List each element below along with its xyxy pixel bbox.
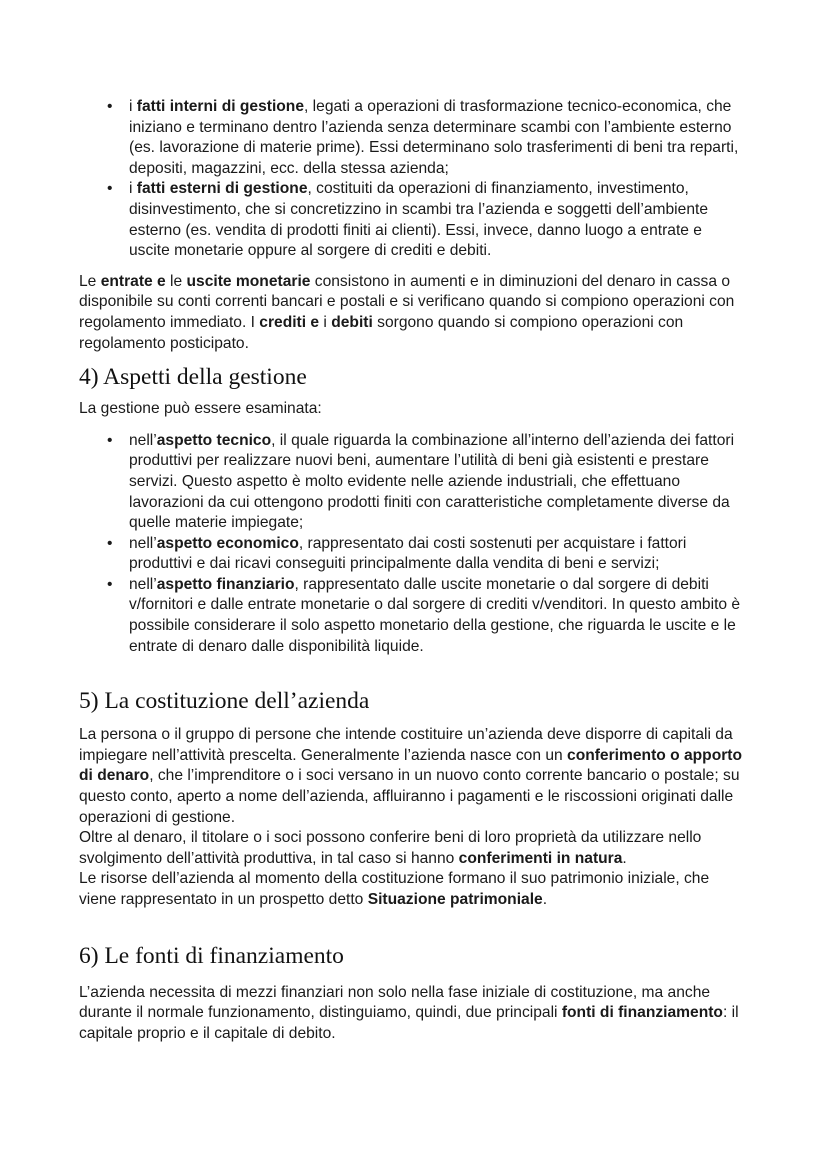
section-heading-costituzione: 5) La costituzione dell’azienda xyxy=(79,688,370,715)
paragraph-term: debiti xyxy=(331,313,373,331)
list-item-text: , il quale riguarda la combinazione all’interno dell’azienda dei fattori produttivi per realizzare nuovi beni, aumentare l’utilità di beni già esistenti e prestare servizi. Questo aspetto è molto evidente nelle aziende industriali, che effettuano lavorazioni da cui ottengono prodotti finiti con caratteristiche completamente diverse da quelle materie impiegate; xyxy=(129,431,735,532)
list-item-text: nell’ xyxy=(129,431,157,449)
list-item-text: i xyxy=(129,98,137,115)
paragraph-term: conferimento o apporto di denaro xyxy=(79,746,743,785)
bullet-glyph: • xyxy=(107,98,113,115)
aspetti-list xyxy=(79,431,744,658)
list-item-term: fatti interni di gestione xyxy=(136,98,305,115)
list-item-term: fatti esterni di gestione xyxy=(136,180,308,198)
paragraph-term: crediti e xyxy=(259,313,320,331)
list-item-term: aspetto economico xyxy=(156,534,299,552)
bullet-glyph: • xyxy=(107,575,113,593)
list-item-text: , rappresentato dai costi sostenuti per acquistare i fattori produttivi e dai ricavi conseguiti principalmente dalla vendita di beni e servizi; xyxy=(129,534,687,573)
paragraph-text: i xyxy=(319,313,332,331)
paragraph-fonti xyxy=(79,983,744,1045)
paragraph-term: entrate e xyxy=(100,272,166,290)
paragraph-term: fonti di finanziamento xyxy=(561,1004,723,1022)
paragraph-text: La persona o il gruppo di persone che intende costituire un’azienda deve disporre di capitali da impiegare nell’attività prescelta. Generalmente l’azienda nasce con un xyxy=(79,726,733,764)
paragraph-text: : il capitale proprio e il capitale di debito. xyxy=(79,1004,739,1042)
list-item-text: , costituiti da operazioni di finanziamento, investimento, disinvestimento, che si concretizzino in scambi tra l’azienda e soggetti dell’ambiente esterno (es. vendita di prodotti finiti ai clienti). Essi, invece, danno luogo a entrate e uscite monetarie oppure al sorgere di crediti e debiti. xyxy=(129,180,708,260)
list-item-aspetto-finanziario xyxy=(79,575,744,657)
bullet-glyph: • xyxy=(107,180,113,198)
paragraph-text: , che l’imprenditore o i soci versano in un nuovo conto corrente bancario o postale; su questo conto, aperto a nome dell’azienda, affluiranno i pagamenti e le riscossioni originati dalle operazioni di gestione. xyxy=(79,767,740,826)
paragraph-term: uscite monetarie xyxy=(186,272,311,290)
bullet-glyph: • xyxy=(107,534,113,552)
section-heading-fonti-finanziamento: 6) Le fonti di finanziamento xyxy=(79,942,344,969)
paragraph-text: . xyxy=(622,849,627,867)
paragraph-text: le xyxy=(165,272,187,290)
bullet-glyph: • xyxy=(107,431,113,449)
list-item-fatti-interni xyxy=(79,97,744,179)
paragraph-text: . xyxy=(542,891,548,908)
paragraph-text: Oltre al denaro, il titolare o i soci possono conferire beni di loro proprietà da utilizzare nello svolgimento dell’attività produttiva, in tal caso si hanno xyxy=(79,829,702,867)
list-item-text: , legati a operazioni di trasformazione tecnico-economica, che iniziano e terminano dentro l’azienda senza determinare scambi con l’ambiente esterno (es. lavorazione di materie prime). Essi determinano solo trasferimenti di beni tra reparti, depositi, magazzini, ecc. della stessa azienda; xyxy=(129,98,739,177)
paragraph-text: Le risorse dell’azienda al momento della costituzione formano il suo patrimonio iniziale, che viene rappresentato in un prospetto detto xyxy=(79,870,710,908)
list-item-aspetto-economico xyxy=(79,534,744,575)
paragraph-costituzione xyxy=(79,725,744,910)
list-item-fatti-esterni xyxy=(79,179,744,261)
gestione-facts-list xyxy=(79,97,744,262)
list-item-text: nell’ xyxy=(129,575,157,593)
list-item-text: , rappresentato dalle uscite monetarie o dal sorgere di debiti v/fornitori e dalle entrate monetarie o dal sorgere di crediti v/venditori. In questo ambito è possibile considerare il solo aspetto monetario della gestione, che riguarda le uscite e le entrate di denaro dalle disponibilità liquide. xyxy=(129,575,741,655)
paragraph-text: L’azienda necessita di mezzi finanziari non solo nella fase iniziale di costituzione, ma anche durante il normale funzionamento, distinguiamo, quindi, due principali xyxy=(79,983,711,1022)
paragraph-text: Le xyxy=(79,272,101,290)
section-heading-aspetti-gestione: 4) Aspetti della gestione xyxy=(79,364,307,391)
page-content xyxy=(79,97,744,1044)
paragraph-text: consistono in aumenti e in diminuzioni del denaro in cassa o disponibile su conti correnti bancari e postali e si verificano quando si compiono operazioni con regolamento immediato. I xyxy=(79,272,735,331)
section-intro: La gestione può essere esaminata: xyxy=(79,400,322,418)
paragraph-term: conferimenti in natura xyxy=(458,849,623,867)
paragraph-entrate-uscite xyxy=(79,272,744,354)
list-item-term: aspetto finanziario xyxy=(156,575,295,593)
paragraph-text: sorgono quando si compiono operazioni con regolamento posticipato. xyxy=(79,313,684,352)
list-item-term: aspetto tecnico xyxy=(156,431,272,449)
paragraph-term: Situazione patrimoniale xyxy=(367,891,543,908)
list-item-text: nell’ xyxy=(129,534,157,552)
list-item-aspetto-tecnico xyxy=(79,431,744,534)
list-item-text: i xyxy=(129,180,137,198)
